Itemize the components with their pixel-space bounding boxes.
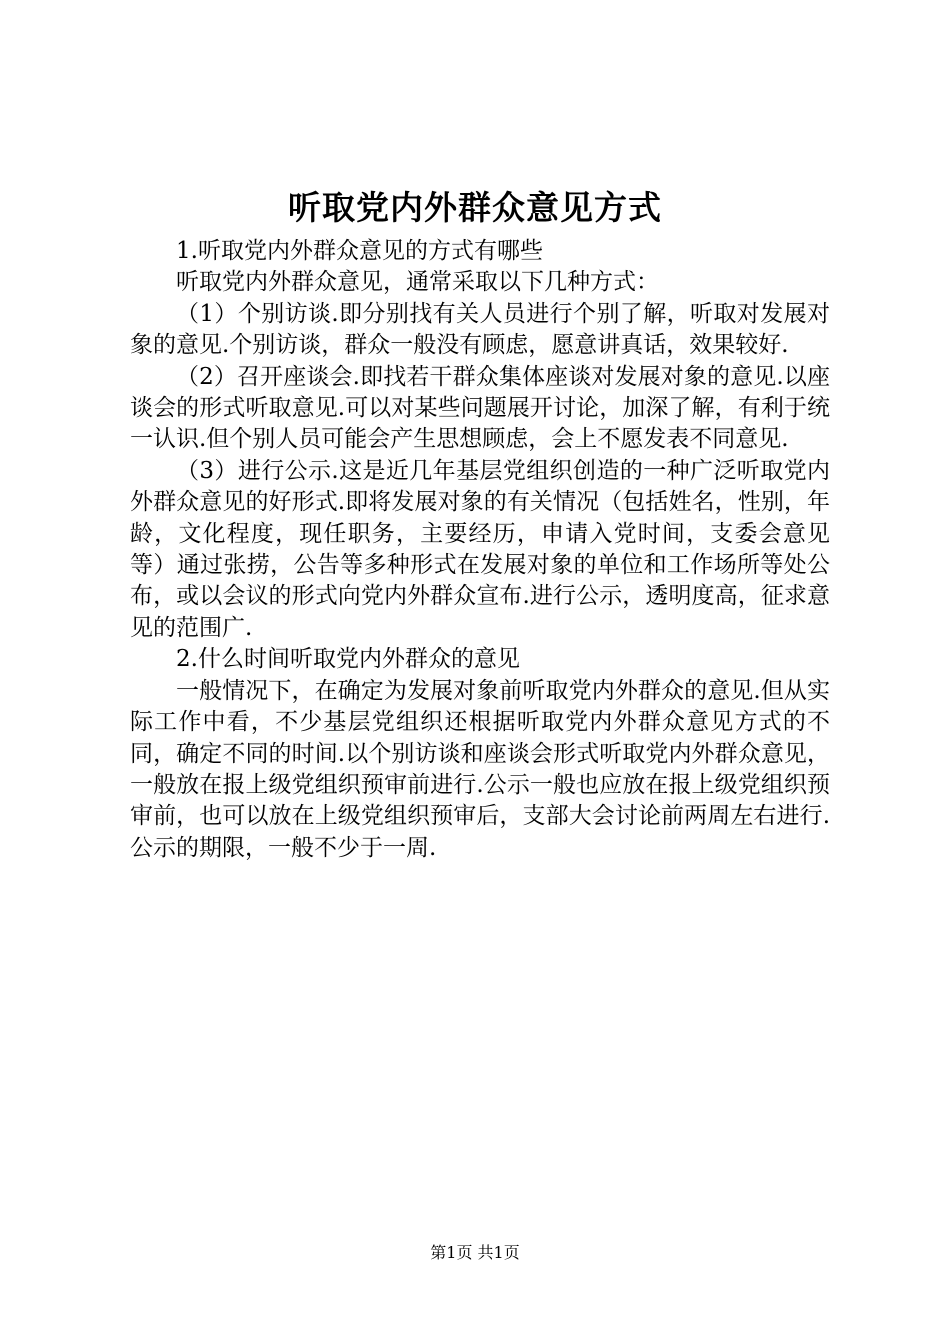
paragraph-timing: 一般情况下，在确定为发展对象前听取党内外群众的意见.但从实际工作中看，不少基层党组织还根据听取党内外群众意见方式的不同，确定不同的时间.以个别访谈和座谈会形式听取党内外群众意见，一般放在报上级党组织预审前进行.公示一般也应放在报上级党组织预审前，也可以放在上级党组织预审后，支部大会讨论前两周左右进行.公示的期限，一般不少于一周. [130,677,830,861]
document-body [130,236,830,864]
page-footer: 第1页 共1页 [430,1243,520,1262]
paragraph-forum: （2）召开座谈会.即找若干群众集体座谈对发展对象的意见.以座谈会的形式听取意见.可以对某些问题展开讨论，加深了解，有利于统一认识.但个别人员可能会产生思想顾虑，会上不愿发表不同意见. [130,363,830,453]
section-heading-1: 1.听取党内外群众意见的方式有哪些 [176,238,543,264]
paragraph-intro: 听取党内外群众意见，通常采取以下几种方式： [176,269,659,296]
paragraph-individual-interview: （1）个别访谈.即分别找有关人员进行个别了解，听取对发展对象的意见.个别访谈，群众一般没有顾虑，愿意讲真话，效果较好. [130,300,830,359]
section-heading-2: 2.什么时间听取党内外群众的意见 [176,646,520,673]
document-title: 听取党内外群众意见方式 [288,188,662,227]
paragraph-public-notice: （3）进行公示.这是近几年基层党组织创造的一种广泛听取党内外群众意见的好形式.即将发展对象的有关情况（包括姓名，性别，年龄，文化程度，现任职务，主要经历，申请入党时间，支委会意见等）通过张捞，公告等多种形式在发展对象的单位和工作场所等处公布，或以会议的形式向党内外群众宣布.进行公示，透明度高，征求意见的范围广. [130,457,830,641]
